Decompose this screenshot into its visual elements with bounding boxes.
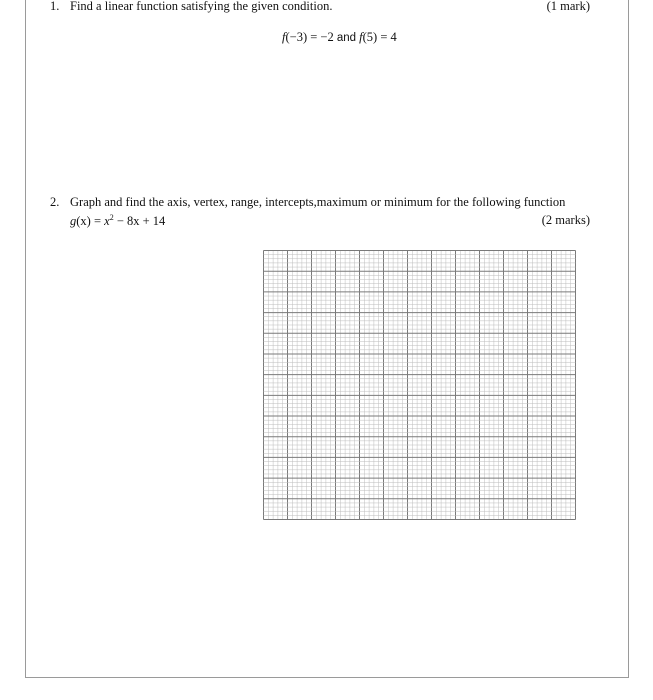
function-arg: (x) = bbox=[76, 214, 105, 228]
question-1-marks: (1 mark) bbox=[546, 0, 590, 13]
question-2-number: 2. bbox=[50, 195, 60, 209]
graph-paper[interactable] bbox=[263, 250, 576, 520]
question-2-function bbox=[70, 213, 165, 229]
question-2-header bbox=[50, 196, 590, 212]
question-2-text: Graph and find the axis, vertex, range, intercepts,maximum or minimum for the following function bbox=[70, 195, 566, 209]
question-1-condition bbox=[282, 30, 397, 45]
function-exponent: 2 bbox=[109, 213, 114, 222]
condition-left-arg: (−3) = −2 bbox=[285, 30, 334, 44]
condition-connector: and bbox=[336, 32, 357, 44]
condition-right-arg: (5) = 4 bbox=[362, 30, 397, 44]
question-1-number: 1. bbox=[50, 0, 60, 13]
question-2-marks: (2 marks) bbox=[541, 213, 590, 227]
function-var: x bbox=[104, 214, 110, 228]
function-rest: − 8x + 14 bbox=[113, 214, 166, 228]
question-1-header bbox=[50, 0, 590, 16]
function-name: g bbox=[70, 214, 77, 228]
condition-left-fn: f bbox=[282, 30, 286, 44]
question-1-text: Find a linear function satisfying the given condition. bbox=[70, 0, 333, 13]
condition-right-fn: f bbox=[359, 30, 363, 44]
